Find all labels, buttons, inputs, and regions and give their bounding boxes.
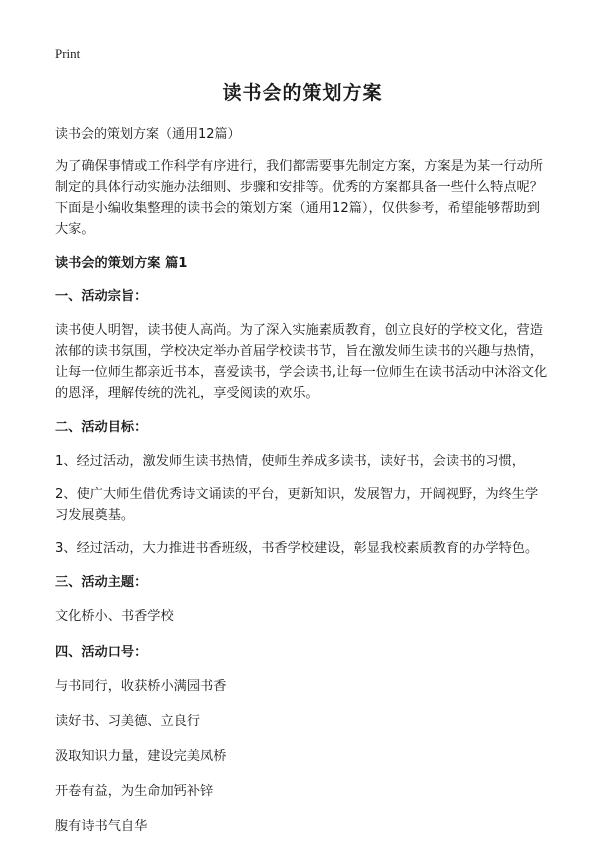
goals-heading: 二、活动目标： [55,420,148,435]
theme-heading: 三、活动主题： [55,575,148,590]
slogan-item: 开卷有益，为生命加钙补锌 [55,784,214,799]
document-subtitle: 读书会的策划方案（通用12篇） [55,127,241,142]
goal-item: 3、经过活动，大力推进书香班级，书香学校建设，彰显我校素质教育的办学特色。 [55,541,539,556]
goal-item: 1、经过活动，激发师生读书热情，使师生养成多读书，读好书，会读书的习惯， [55,454,525,469]
page-title: 读书会的策划方案 [222,82,383,104]
slogan-item: 与书同行，收获桥小满园书香 [55,679,227,694]
intro-paragraph: 为了确保事情或工作科学有序进行，我们都需要事先制定方案，方案是为某一行动所制定的具体行动实施办法细则、步骤和安排等。优秀的方案都具备一些什么特点呢？下面是小编收集整理的读书会的策划方案（通用12篇），仅供参考，希望能够帮助到大家。 [55,159,543,237]
slogan-item: 汲取知识力量，建设完美凤桥 [55,749,227,764]
slogan-item: 读好书、习美德、立良行 [55,714,201,729]
print-link[interactable]: Print [55,46,81,61]
article-heading: 读书会的策划方案 篇1 [55,256,188,271]
purpose-heading: 一、活动宗旨： [55,289,148,304]
goal-item: 2、使广大师生借优秀诗文诵读的平台，更新知识，发展智力，开阔视野，为终生学习发展奠基。 [55,487,539,523]
slogan-item: 腹有诗书气自华 [55,819,148,834]
purpose-paragraph: 读书使人明智，读书使人高尚。为了深入实施素质教育，创立良好的学校文化，营造浓郁的读书氛围，学校决定举办首届学校读书节，旨在激发师生读书的兴趣与热情，让每一位师生都亲近书本，喜爱读书，学会读书,让每一位师生在读书活动中沐浴文化的恩泽，理解传统的洗礼，享受阅读的欢乐。 [55,323,548,401]
theme-text: 文化桥小、书香学校 [55,609,174,624]
document-body [55,78,550,851]
slogan-heading: 四、活动口号： [55,645,148,660]
